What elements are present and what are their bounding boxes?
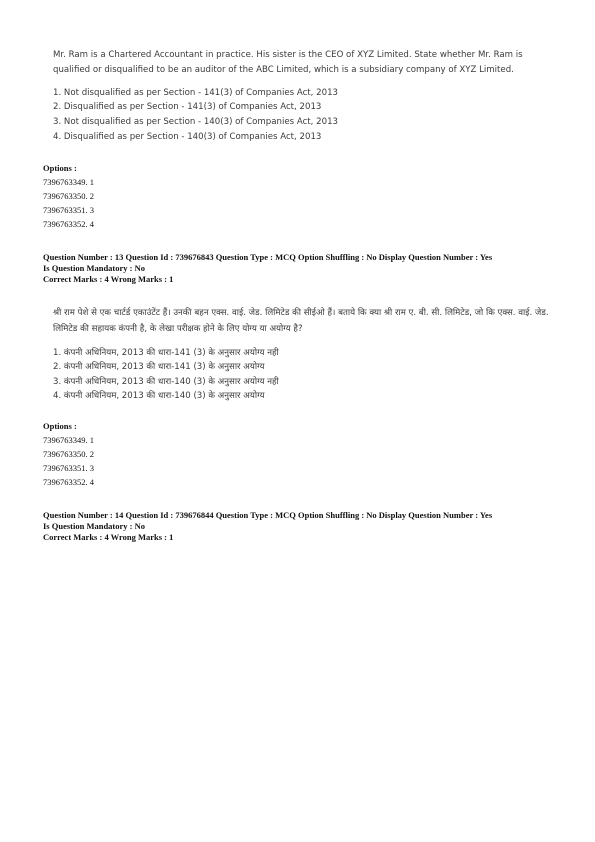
question-13-option-id-4: 7396763352. 4 bbox=[43, 477, 94, 487]
question-13-meta-line-1: Question Number : 13 Question Id : 739676843 Question Type : MCQ Option Shuffling : No Display Question Number : Yes bbox=[43, 252, 493, 262]
question-14-meta-line-1: Question Number : 14 Question Id : 739676844 Question Type : MCQ Option Shuffling : No Display Question Number : Yes bbox=[43, 510, 493, 520]
question-12-choice-2: 2. Disqualified as per Section - 141(3) of Companies Act, 2013 bbox=[53, 102, 322, 112]
question-13-option-id-2: 7396763350. 2 bbox=[43, 449, 94, 459]
question-13-choice-1: 1. कंपनी अधिनियम, 2013 की धारा-141 (3) के अनुसार अयोग्य नही bbox=[53, 348, 279, 358]
question-13-text: श्री राम पेशे से एक चार्टर्ड एकाउंटेंट हैं। उनकी बहन एक्स. वाई. जेड. लिमिटेड की सीईओ हैं। बताये कि क्या श्री राम ए. बी. सी. लिमिटेड, जो कि एक्स. वाई. जेड. लिमिटेड की सहायक कंपनी है, के लेखा परीक्षक होने के लिए योग्य या अयोग्य है? bbox=[53, 308, 549, 334]
question-14-header bbox=[43, 510, 558, 543]
question-12-choice-3: 3. Not disqualified as per Section - 140(3) of Companies Act, 2013 bbox=[53, 117, 339, 127]
question-12-option-id-1: 7396763349. 1 bbox=[43, 177, 94, 187]
question-13-choice-3: 3. कंपनी अधिनियम, 2013 की धारा-140 (3) के अनुसार अयोग्य नही bbox=[53, 377, 279, 387]
question-12-option-id-4: 7396763352. 4 bbox=[43, 219, 94, 229]
question-13-choice-4: 4. कंपनी अधिनियम, 2013 की धारा-140 (3) के अनुसार अयोग्य bbox=[53, 391, 265, 401]
question-13-option-id-1: 7396763349. 1 bbox=[43, 435, 94, 445]
question-14-meta-line-3: Correct Marks : 4 Wrong Marks : 1 bbox=[43, 532, 174, 542]
question-12-choice-1: 1. Not disqualified as per Section - 141(3) of Companies Act, 2013 bbox=[53, 88, 339, 98]
question-13-meta-line-3: Correct Marks : 4 Wrong Marks : 1 bbox=[43, 274, 174, 284]
question-12-choice-4: 4. Disqualified as per Section - 140(3) of Companies Act, 2013 bbox=[53, 132, 322, 142]
question-12-option-id-3: 7396763351. 3 bbox=[43, 205, 94, 215]
question-12-option-id-2: 7396763350. 2 bbox=[43, 191, 94, 201]
question-12-text: Mr. Ram is a Chartered Accountant in practice. His sister is the CEO of XYZ Limited. State whether Mr. Ram is qualified or disqualified to be an auditor of the ABC Limited, which is a subsidiary company of XYZ Limited. bbox=[53, 50, 523, 75]
question-13-meta-line-2: Is Question Mandatory : No bbox=[43, 263, 146, 273]
question-13-option-id-3: 7396763351. 3 bbox=[43, 463, 94, 473]
question-14-meta-line-2: Is Question Mandatory : No bbox=[43, 521, 146, 531]
question-13-options-label: Options : bbox=[43, 421, 77, 431]
question-13-choice-2: 2. कंपनी अधिनियम, 2013 की धारा-141 (3) के अनुसार अयोग्य bbox=[53, 362, 265, 372]
question-12-options-label: Options : bbox=[43, 163, 77, 173]
question-13-header bbox=[43, 252, 558, 285]
